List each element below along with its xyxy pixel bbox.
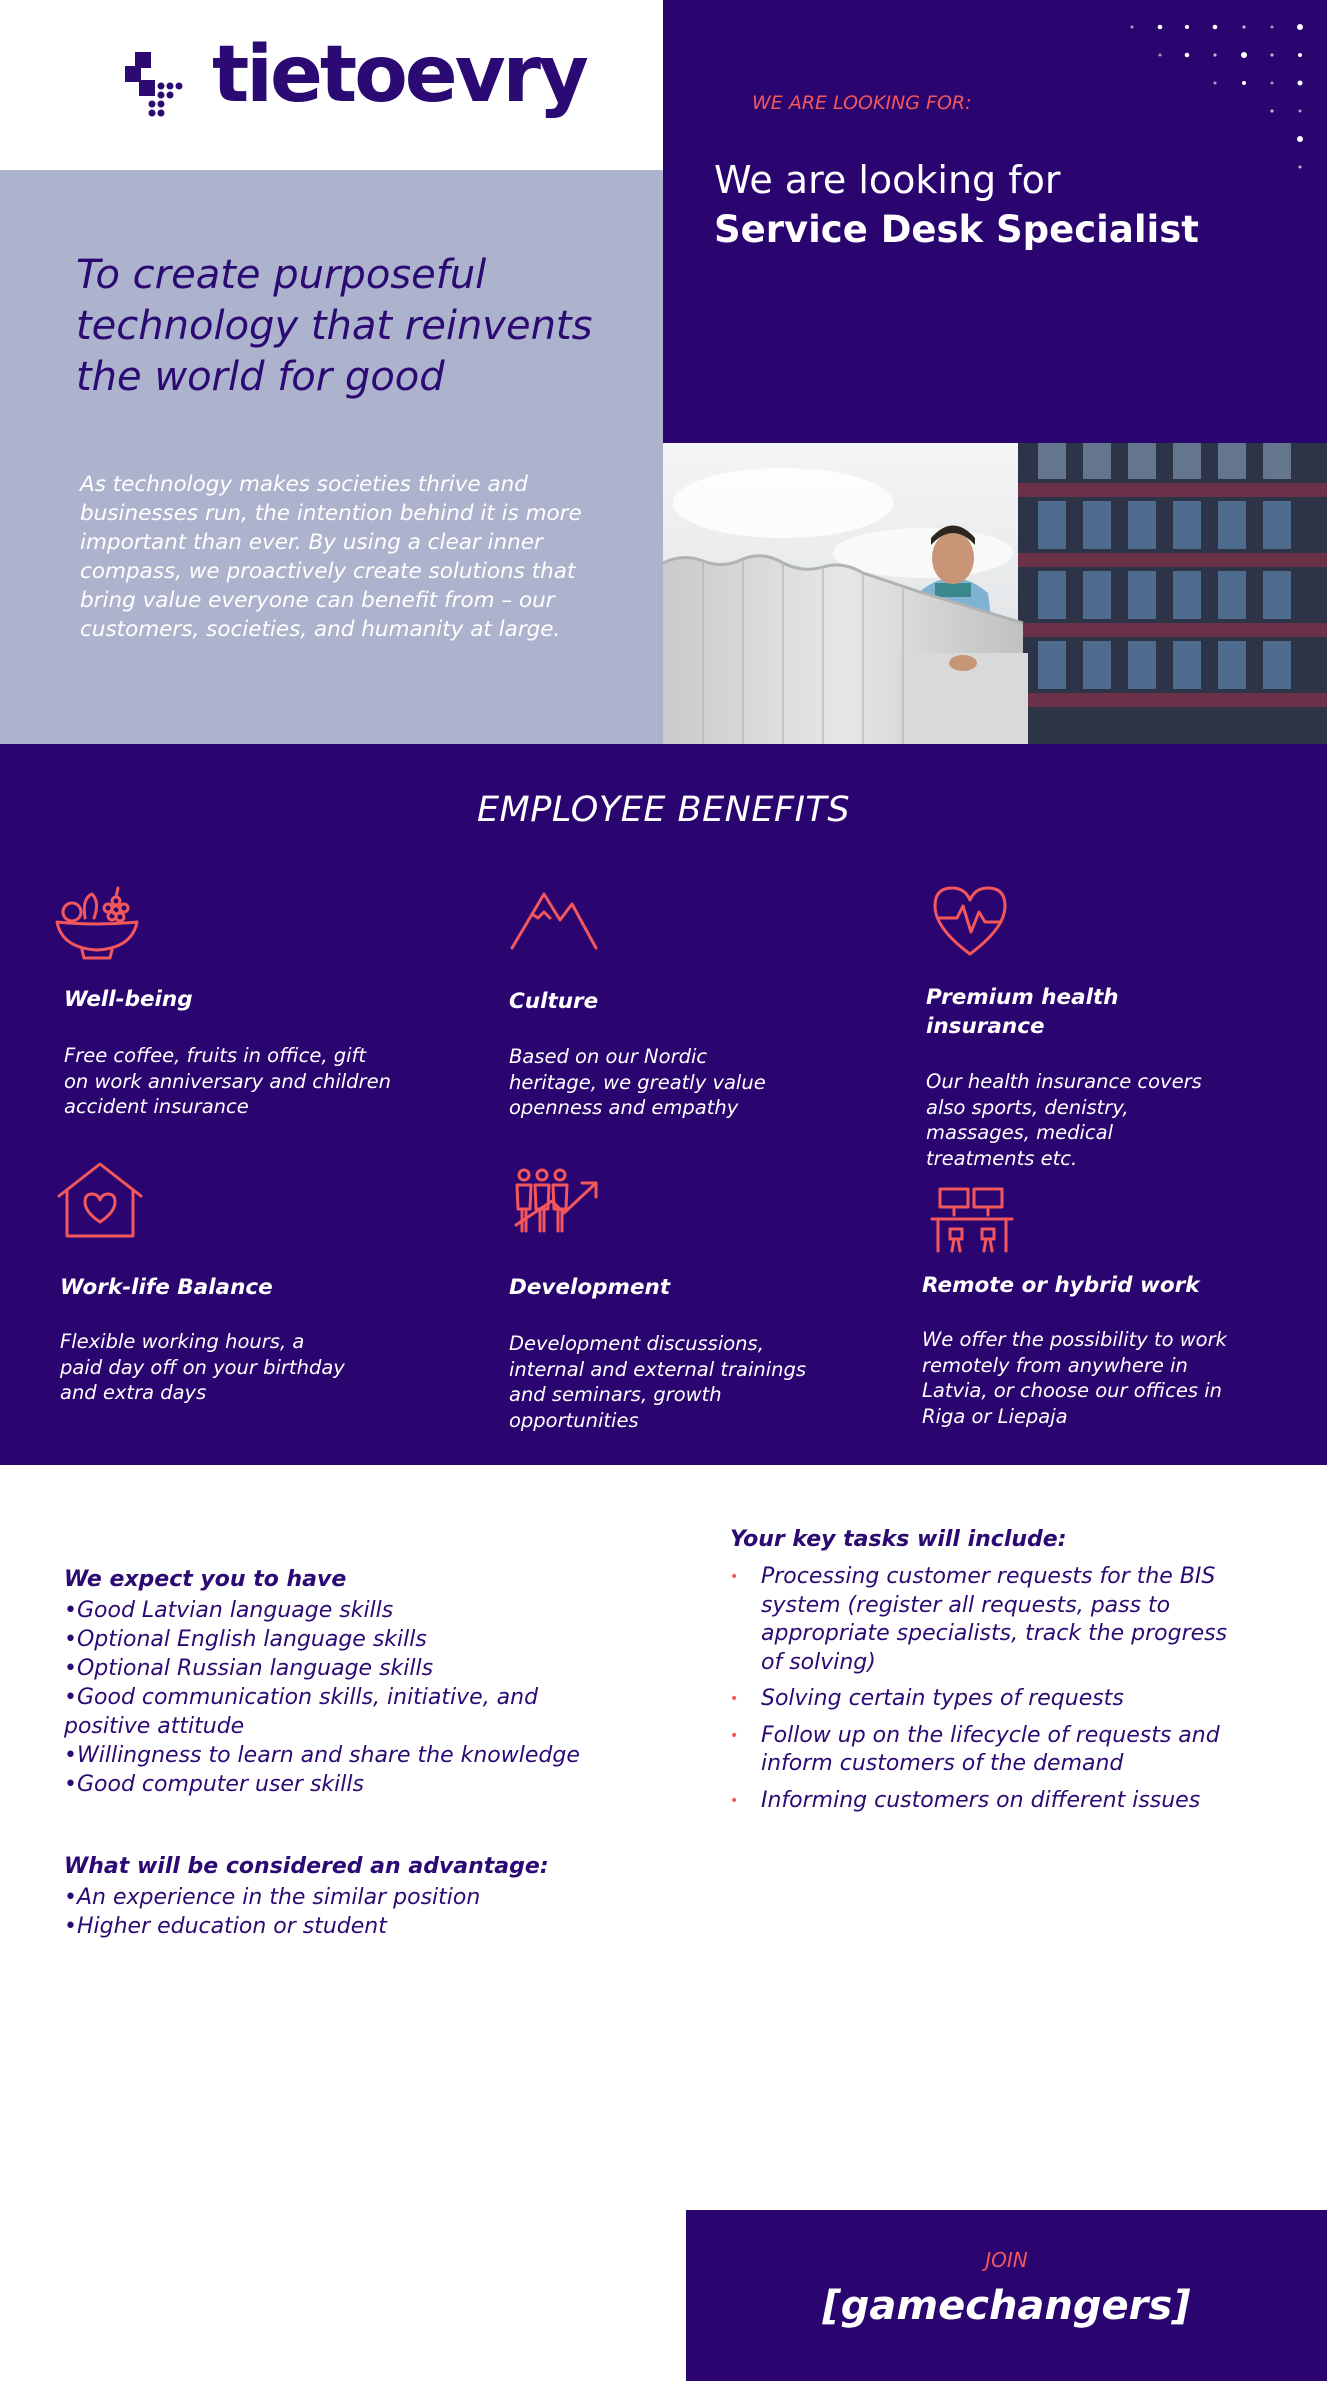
looking-for-text: We are looking for (714, 158, 1061, 202)
bullet-icon: • (730, 1727, 739, 1744)
list-item: •Good computer user skills (64, 1772, 364, 1797)
benefit-text-wellbeing: Free coffee, fruits in office, gift on work anniversary and children accident insurance (64, 1044, 391, 1118)
benefit-title-development: Development (509, 1275, 671, 1300)
list-item: •Higher education or student (64, 1914, 387, 1939)
join-tagline: [gamechangers] (822, 2283, 1191, 2329)
tietoevry-logo-mark-icon (125, 52, 191, 118)
desks-icon (930, 1180, 1020, 1260)
benefit-text-health-insurance: Our health insurance covers also sports, denistry, massages, medical treatments etc. (926, 1070, 1202, 1170)
benefit-text-remote-work: We offer the possibility to work remotely from anywhere in Latvia, or choose our offices in Riga or Liepaja (922, 1328, 1227, 1428)
advantage-heading: What will be considered an advantage: (64, 1854, 549, 1879)
benefit-title-wellbeing: Well-being (64, 987, 193, 1012)
list-item: •Optional Russian language skills (64, 1656, 434, 1681)
intro-paragraph: As technology makes societies thrive and businesses run, the intention behind it is more important than ever. By using a clear inner compass, we proactively create solutions that bring value everyone can benefit from – our customers, societies, and humanity at large. (80, 472, 582, 642)
benefit-text-development: Development discussions, internal and external trainings and seminars, growth opportunities (509, 1332, 807, 1432)
tasks-list (730, 1563, 1250, 1823)
looking-for-kicker: WE ARE LOOKING FOR: (752, 92, 972, 114)
join-label: JOIN (985, 2248, 1028, 2272)
list-item: •Willingness to learn and share the knowledge (64, 1743, 580, 1768)
job-title: Service Desk Specialist (714, 208, 1199, 251)
expect-heading: We expect you to have (64, 1567, 347, 1592)
tasks-heading: Your key tasks will include: (730, 1527, 1067, 1552)
employee-photo (663, 443, 1327, 744)
benefit-title-remote-work: Remote or hybrid work (922, 1273, 1200, 1298)
benefit-title-health-insurance: Premium health insurance (926, 985, 1119, 1039)
logo-wordmark: tietoevry (212, 30, 586, 120)
benefits-title: EMPLOYEE BENEFITS (476, 790, 851, 830)
benefit-text-work-life-balance: Flexible working hours, a paid day off on your birthday and extra days (60, 1330, 345, 1404)
bullet-icon: • (730, 1569, 739, 1585)
list-item: • Processing customer requests for the BIS system (register all requests, pass to appropriate specialists, track the progress of solving) (730, 1564, 1228, 1675)
list-item: •Good Latvian language skills (64, 1598, 394, 1623)
benefit-title-work-life-balance: Work-life Balance (60, 1275, 273, 1300)
list-item: • Solving certain types of requests (730, 1685, 1250, 1714)
advantage-list (64, 1883, 584, 1941)
mountains-icon (508, 880, 598, 960)
bullet-icon: • (730, 1792, 739, 1809)
house-heart-icon (55, 1160, 145, 1240)
benefit-title-culture: Culture (509, 989, 599, 1014)
fruit-bowl-icon (52, 880, 142, 960)
mission-statement: To create purposeful technology that reinvents the world for good (76, 252, 593, 400)
expect-list (64, 1596, 584, 1799)
growth-people-icon (512, 1165, 602, 1245)
list-item: • Informing customers on different issues (730, 1787, 1250, 1816)
list-item: •Optional English language skills (64, 1627, 427, 1652)
list-item: • Follow up on the lifecycle of requests and inform customers of the demand (730, 1722, 1220, 1776)
benefit-text-culture: Based on our Nordic heritage, we greatly value openness and empathy (509, 1045, 766, 1119)
decorative-dots-icon (1120, 18, 1320, 178)
bullet-icon: • (730, 1691, 739, 1707)
heart-pulse-icon (925, 880, 1015, 960)
list-item: •Good communication skills, initiative, and positive attitude (64, 1685, 539, 1739)
list-item: •An experience in the similar position (64, 1885, 481, 1910)
